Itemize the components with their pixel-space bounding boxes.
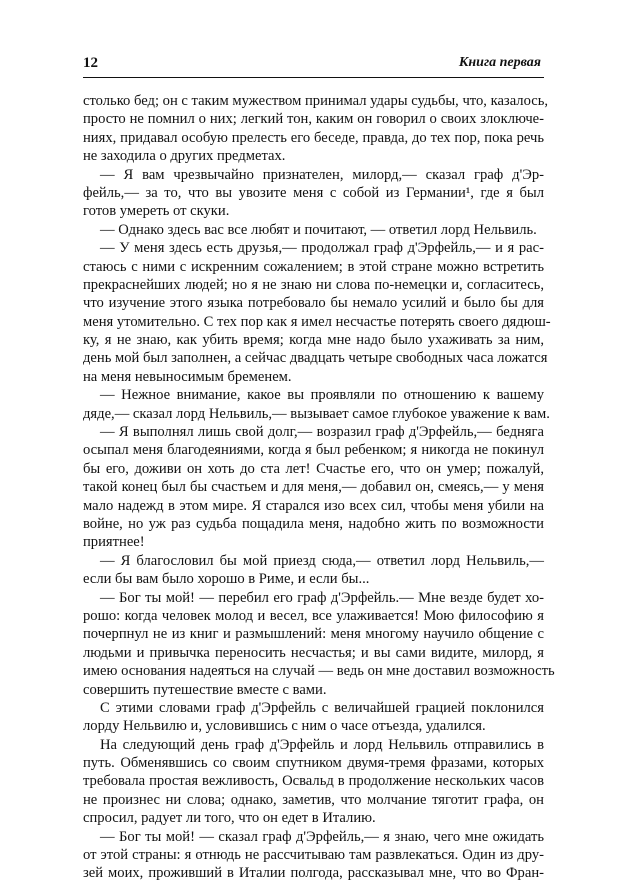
text-line: людьми и привычка переносить несчастья; и вы сами видите, милорд, я	[83, 644, 544, 661]
text-line: готов умереть от скуки.	[83, 203, 230, 220]
text-line: С этими словами граф д'Эрфейль с величайшей грацией поклонился	[100, 699, 544, 716]
text-line: просто не помнил о них; легкий тон, каким он говорил о своих злоключе-	[83, 111, 544, 128]
text-line: — У меня здесь есть друзья,— продолжал граф д'Эрфейль,— и я рас-	[100, 240, 544, 257]
text-line: фейль,— за то, что вы увозите меня с собой из Германии¹, где я был	[83, 184, 544, 201]
text-line: не заходила о других предметах.	[83, 148, 286, 165]
page-header	[83, 55, 541, 75]
text-line: мало надежд в этом мире. Я старался изо всех сил, чтобы меня убили на	[83, 497, 544, 514]
text-line: дяде,— сказал лорд Нельвиль,— вызывает самое глубокое уважение к вам.	[83, 405, 550, 422]
text-line: — Бог ты мой! — перебил его граф д'Эрфейль.— Мне везде будет хо-	[100, 589, 544, 606]
text-line: требовала простая вежливость, Освальд в продолжение нескольких часов	[83, 773, 544, 790]
text-line: — Я вам чрезвычайно признателен, милорд,— сказал граф д'Эр-	[100, 166, 544, 183]
text-line: меня утомительно. С тех пор как я имел несчастье потерять своего дядюш-	[83, 313, 551, 330]
text-line: зей моих, проживший в Италии полгода, рассказывал мне, что во Фран-	[83, 865, 544, 882]
text-line: войне, но уж раз судьба пощадила меня, надобно жить по возможности	[83, 515, 544, 532]
page-number: 12	[83, 55, 98, 71]
text-line: что изучение этого языка потребовало бы немало усилий и было бы для	[83, 295, 544, 312]
text-line: — Однако здесь вас все любят и почитают, — ответил лорд Нельвиль.	[100, 221, 537, 238]
text-line: столько бед; он с таким мужеством принимал удары судьбы, что, казалось,	[83, 93, 549, 109]
text-line: от этой страны: я отнюдь не рассчитываю там развлекаться. Один из дру-	[83, 847, 544, 864]
text-line: день мой был заполнен, а сейчас двадцать четыре свободных часа ложатся	[83, 350, 548, 367]
text-line: рошо: когда человек молод и весел, все улаживается! Мою философию я	[83, 607, 544, 624]
text-line: — Я выполнял лишь свой долг,— возразил граф д'Эрфейль,— бедняга	[100, 424, 544, 441]
text-line: ку, я не знаю, как убить время; когда мне надо было ухаживать за ним,	[83, 332, 544, 349]
header-rule	[83, 77, 544, 78]
text-line: на меня невыносимым бременем.	[83, 368, 292, 385]
text-line: — Я благословил бы мой приезд сюда,— ответил лорд Нельвиль,—	[100, 552, 544, 569]
text-line: осыпал меня благодеяниями, когда я был ребенком; я никогда не покинул	[83, 442, 544, 459]
running-head: Книга первая	[458, 55, 541, 70]
text-line: имею основания надеяться на случай — ведь он мне доставил возможность	[83, 663, 555, 680]
text-line: если бы вам было хорошо в Риме, и если бы...	[83, 571, 370, 588]
body-text	[83, 92, 555, 883]
text-line: такой конец был бы счастьем и для меня,— добавил он, смеясь,— у меня	[83, 479, 544, 496]
text-line: стаюсь с ними с искренним сожалением; в этой стране можно встретить	[83, 258, 544, 275]
text-line: — Нежное внимание, какое вы проявляли по отношению к вашему	[100, 387, 544, 404]
text-line: бы его, доживи он хоть до ста лет! Счастье его, что он умер; пожалуй,	[83, 460, 544, 477]
text-line: ниях, придавал особую прелесть его беседе, правда, до тех пор, пока речь	[83, 129, 544, 146]
text-line: приятнее!	[83, 534, 145, 551]
text-line: спросил, радует ли того, что он едет в Италию.	[83, 810, 376, 827]
text-line: лорду Нельвилю и, условившись с ним о часе отъезда, удалился.	[83, 718, 486, 735]
text-line: не произнес ни слова; однако, заметив, что молчание тяготит графа, он	[83, 791, 544, 808]
text-line: совершить путешествие вместе с вами.	[83, 681, 327, 698]
text-line: путь. Обменявшись со своим спутником двумя-тремя фразами, которых	[83, 755, 544, 772]
text-line: почерпнул не из книг и размышлений: меня многому научило общение с	[83, 626, 544, 643]
text-line: На следующий день граф д'Эрфейль и лорд Нельвиль отправились в	[100, 736, 544, 753]
text-line: — Бог ты мой! — сказал граф д'Эрфейль,— я знаю, чего мне ожидать	[100, 828, 544, 845]
text-line: прекраснейших людей; но я не знаю ни слова по-немецки и, согласитесь,	[83, 276, 544, 293]
